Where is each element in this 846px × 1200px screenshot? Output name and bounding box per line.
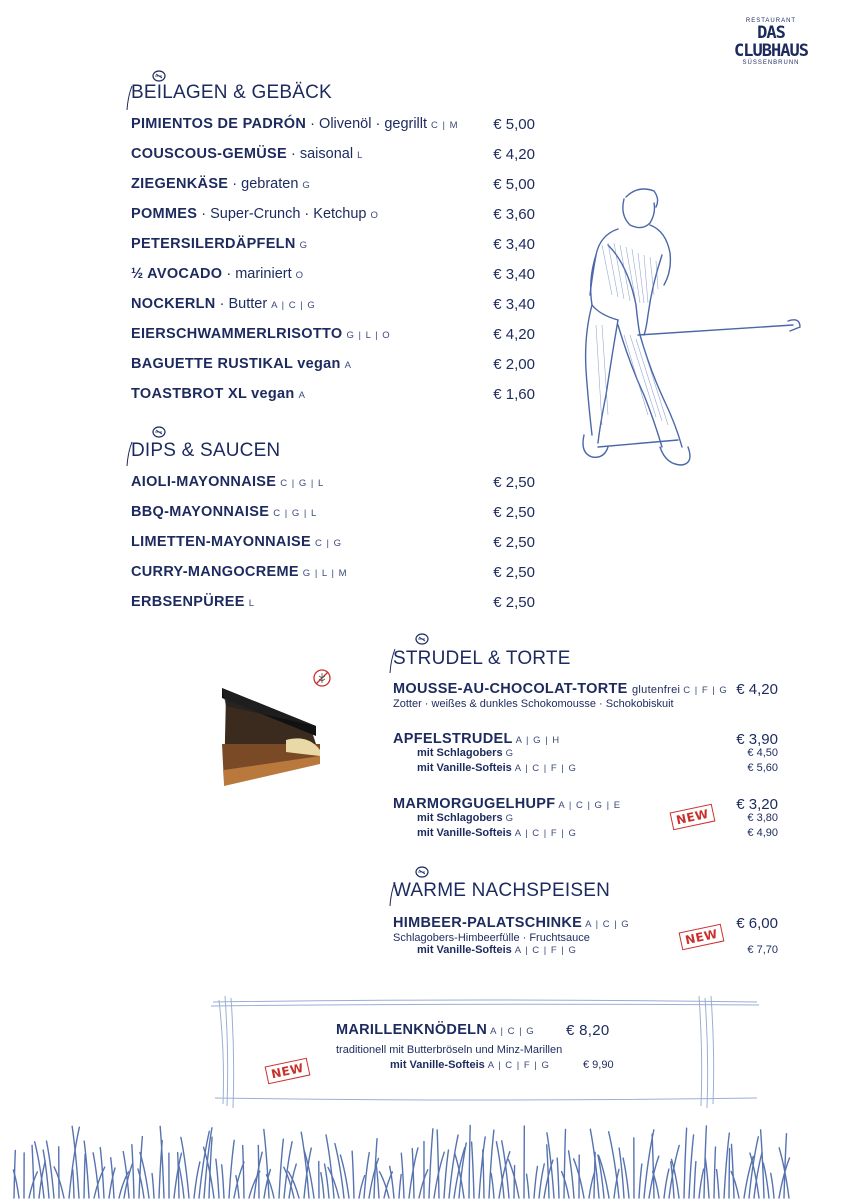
allergen-codes: A | G | H <box>515 735 561 746</box>
new-badge: NEW <box>265 1058 311 1085</box>
item-name: BAGUETTE RUSTIKAL vegan <box>131 356 341 372</box>
grass-blade <box>181 1137 189 1198</box>
allergen-codes: G <box>302 180 311 191</box>
item-price: € 5,00 <box>493 116 535 133</box>
item-name: LIMETTEN-MAYONNAISE <box>131 534 311 550</box>
section-title-beilagen: BEILAGEN & GEBÄCK <box>131 82 332 103</box>
grass-blade <box>100 1148 104 1198</box>
menu-item-row <box>131 356 535 378</box>
item-name: COUSCOUS-GEMÜSE <box>131 146 287 162</box>
menu-item-row <box>131 266 535 288</box>
grass-blade <box>729 1149 730 1198</box>
grass-blade <box>527 1174 529 1198</box>
item-name: TOASTBROT XL vegan <box>131 386 295 402</box>
item-price: € 3,40 <box>493 296 535 313</box>
grass-blade <box>562 1172 569 1198</box>
allergen-codes: C | G | L <box>273 508 318 519</box>
grass-blade <box>539 1164 544 1198</box>
item-description: · mariniert <box>222 266 292 282</box>
item-price: € 1,60 <box>493 386 535 403</box>
menu-item-row <box>131 236 535 258</box>
menu-item-row <box>131 386 535 408</box>
grass-blade <box>352 1151 354 1198</box>
grass-blade <box>258 1145 259 1198</box>
grass-blade <box>699 1169 704 1198</box>
grass-blade <box>243 1146 244 1198</box>
allergen-codes: C | G <box>314 538 342 549</box>
grass-blade <box>132 1145 134 1198</box>
special-item-marillenknoedeln <box>336 1022 626 1074</box>
item-name: AIOLI-MAYONNAISE <box>131 474 277 490</box>
section-title-warme-nachspeisen: WARME NACHSPEISEN <box>393 880 611 901</box>
grass-blade <box>483 1150 484 1198</box>
grass-blade <box>429 1129 433 1198</box>
allergen-codes: G | L | M <box>302 568 348 579</box>
dessert-option <box>417 747 778 762</box>
option-price: € 4,50 <box>747 747 778 759</box>
item-name: CURRY-MANGOCREME <box>131 564 299 580</box>
item-price: € 3,60 <box>493 206 535 223</box>
grass-blade <box>664 1169 669 1198</box>
allergen-codes: A | C | G <box>585 919 630 930</box>
menu-item-row <box>131 594 535 616</box>
option-price: € 3,80 <box>747 812 778 824</box>
item-name: PIMIENTOS DE PADRÓN <box>131 116 307 132</box>
grass-blade <box>689 1135 694 1198</box>
dessert-price: € 8,20 <box>566 1022 610 1039</box>
allergen-codes: G <box>505 813 514 824</box>
grass-blade <box>731 1171 739 1198</box>
allergen-codes: A | C | F | G <box>514 763 577 774</box>
item-description: · saisonal <box>286 146 354 162</box>
grass-blade <box>73 1170 74 1198</box>
dessert-description: Zotter · weißes & dunkles Schokomousse · Schokobiskuit <box>393 698 674 710</box>
grass-blade <box>216 1159 219 1198</box>
menu-item-row <box>131 176 535 198</box>
menu-item-row <box>131 534 535 556</box>
item-description: · Butter <box>215 296 268 312</box>
item-name: ZIEGENKÄSE <box>131 176 229 192</box>
grass-blade <box>609 1132 619 1198</box>
grass-blade <box>222 1165 224 1198</box>
golf-tee-icon <box>413 866 429 880</box>
dessert-price: € 3,20 <box>736 796 778 813</box>
option-label: mit Vanille-Softeis <box>417 762 512 774</box>
new-badge: NEW <box>679 924 725 951</box>
option-price: € 4,90 <box>747 827 778 839</box>
grass-blade <box>43 1150 49 1198</box>
grass-blade <box>399 1174 401 1198</box>
item-name: ½ AVOCADO <box>131 266 223 282</box>
chocolate-cake-slice-image <box>216 684 326 788</box>
item-price: € 2,50 <box>493 594 535 611</box>
item-name: NOCKERLN <box>131 296 216 312</box>
allergen-codes: A | C | G | E <box>558 800 622 811</box>
grass-blade <box>437 1130 439 1198</box>
option-price: € 7,70 <box>747 944 778 956</box>
allergen-codes: O <box>370 210 379 221</box>
dessert-option <box>417 762 778 777</box>
new-badge: NEW <box>670 804 716 831</box>
option-price: € 5,60 <box>747 762 778 774</box>
dessert-price: € 6,00 <box>736 915 778 932</box>
grass-blade <box>140 1153 149 1198</box>
allergen-codes: L <box>248 598 255 609</box>
grass-blade <box>557 1158 559 1198</box>
grass-blade <box>569 1151 574 1198</box>
dessert-price: € 3,90 <box>736 731 778 748</box>
item-description: · gebraten <box>228 176 299 192</box>
logo-bottom-text: SÜSSENBRUNN <box>742 60 800 66</box>
dessert-option <box>417 827 778 842</box>
allergen-codes: A | C | G <box>490 1026 535 1037</box>
grass-blade <box>326 1135 334 1198</box>
menu-item-row <box>131 474 535 496</box>
grass-blade <box>534 1166 537 1198</box>
option-label: mit Vanille-Softeis <box>417 827 512 839</box>
grass-blade <box>491 1173 494 1198</box>
grass-blade <box>32 1145 34 1198</box>
grass-border-illustration <box>0 1120 846 1200</box>
allergen-codes: O <box>295 270 305 281</box>
grass-blade <box>123 1152 129 1198</box>
dessert-price: € 4,20 <box>736 681 778 698</box>
golf-tee-icon <box>150 426 166 440</box>
grass-blade <box>771 1173 774 1198</box>
golf-tee-icon <box>413 633 429 647</box>
grass-blade <box>731 1144 734 1198</box>
item-price: € 2,50 <box>493 534 535 551</box>
item-name: PETERSILERDÄPFELN <box>131 236 296 252</box>
menu-item-row <box>131 504 535 526</box>
grass-blade <box>619 1148 624 1198</box>
item-name: BBQ-MAYONNAISE <box>131 504 270 520</box>
item-price: € 4,20 <box>493 326 535 343</box>
grass-blade <box>266 1175 274 1198</box>
dessert-name: MOUSSE-AU-CHOCOLAT-TORTE <box>393 681 628 697</box>
grass-blade <box>152 1174 154 1198</box>
option-label: mit Vanille-Softeis <box>390 1059 485 1071</box>
item-price: € 2,00 <box>493 356 535 373</box>
allergen-codes: A <box>344 360 352 371</box>
dessert-name: HIMBEER-PALATSCHINKE <box>393 915 583 931</box>
grass-blade <box>717 1170 719 1198</box>
dessert-option <box>417 944 778 959</box>
item-price: € 3,40 <box>493 236 535 253</box>
allergen-codes: C | M <box>431 120 459 131</box>
item-description: · Olivenöl · gegrillt <box>306 116 428 132</box>
allergen-codes: A | C | F | G <box>487 1060 550 1071</box>
grass-blade <box>111 1158 114 1198</box>
menu-item-row <box>131 564 535 586</box>
dessert-description: Schlagobers-Himbeerfülle · Fruchtsauce <box>393 932 590 944</box>
grass-blade <box>229 1140 234 1198</box>
allergen-codes: A <box>298 390 306 401</box>
grass-blade <box>684 1128 687 1198</box>
no-gluten-icon <box>312 668 332 688</box>
grass-blade <box>564 1130 566 1198</box>
grass-blade <box>444 1150 448 1198</box>
allergen-codes: L <box>357 150 364 161</box>
grass-blade <box>547 1145 549 1198</box>
section-title-dips: DIPS & SAUCEN <box>131 440 281 461</box>
option-label: mit Schlagobers <box>417 812 503 824</box>
dessert-option <box>417 812 778 827</box>
grass-blade <box>321 1173 324 1198</box>
dessert-name: APFELSTRUDEL <box>393 731 513 747</box>
dessert-option <box>390 1059 626 1074</box>
item-name: POMMES <box>131 206 198 222</box>
grass-blade <box>449 1135 458 1198</box>
option-label: mit Schlagobers <box>417 747 503 759</box>
item-description: · Super-Crunch · Ketchup <box>197 206 367 222</box>
logo-name: DAS CLUBHAUS <box>734 23 808 61</box>
dessert-name: MARMORGUGELHUPF <box>393 796 556 812</box>
item-name: ERBSENPÜREE <box>131 594 245 610</box>
grass-blade <box>279 1139 283 1198</box>
item-price: € 3,40 <box>493 266 535 283</box>
menu-item-row <box>131 146 535 168</box>
option-label: mit Vanille-Softeis <box>417 944 512 956</box>
dessert-description: traditionell mit Butterbröseln und Minz-Marillen <box>336 1044 563 1056</box>
menu-item-row <box>131 116 535 138</box>
option-price: € 9,90 <box>583 1059 614 1071</box>
item-price: € 2,50 <box>493 474 535 491</box>
grass-blade <box>705 1159 709 1198</box>
grass-blade <box>469 1125 470 1198</box>
dessert-item-apfelstrudel <box>393 731 778 777</box>
golfer-sketch-illustration <box>578 185 803 470</box>
item-price: € 5,00 <box>493 176 535 193</box>
section-title-strudel: STRUDEL & TORTE <box>393 648 571 669</box>
grass-blade <box>390 1166 394 1198</box>
allergen-codes: C | G | L <box>280 478 325 489</box>
restaurant-logo <box>726 18 816 66</box>
grass-blade <box>376 1162 379 1198</box>
menu-item-row <box>131 206 535 228</box>
allergen-codes: G <box>299 240 309 251</box>
grass-blade <box>514 1166 515 1198</box>
item-price: € 4,20 <box>493 146 535 163</box>
item-price: € 2,50 <box>493 504 535 521</box>
grass-blade <box>714 1147 715 1198</box>
grass-blade <box>178 1153 179 1198</box>
grass-blade <box>652 1134 654 1198</box>
allergen-codes: G | L | O <box>346 330 391 341</box>
grass-blade <box>472 1142 474 1198</box>
dessert-name: MARILLENKNÖDELN <box>336 1022 488 1038</box>
allergen-codes: G <box>505 748 514 759</box>
item-price: € 2,50 <box>493 564 535 581</box>
allergen-codes: C | F | G <box>683 685 728 696</box>
grass-blade <box>694 1162 696 1198</box>
menu-item-row <box>131 326 535 348</box>
allergen-codes: A | C | F | G <box>514 828 577 839</box>
menu-item-row <box>131 296 535 318</box>
logo-top-text: RESTAURANT <box>745 18 797 24</box>
grass-blade <box>84 1154 85 1198</box>
dessert-item-marmorgugelhupf <box>393 796 778 842</box>
grass-blade <box>639 1164 642 1198</box>
dessert-item-mousse <box>393 681 778 710</box>
allergen-codes: A | C | F | G <box>514 945 577 956</box>
allergen-codes: A | C | G <box>271 300 316 311</box>
glutenfree-label: glutenfrei <box>631 684 681 696</box>
item-name: EIERSCHWAMMERLRISOTTO <box>131 326 343 342</box>
